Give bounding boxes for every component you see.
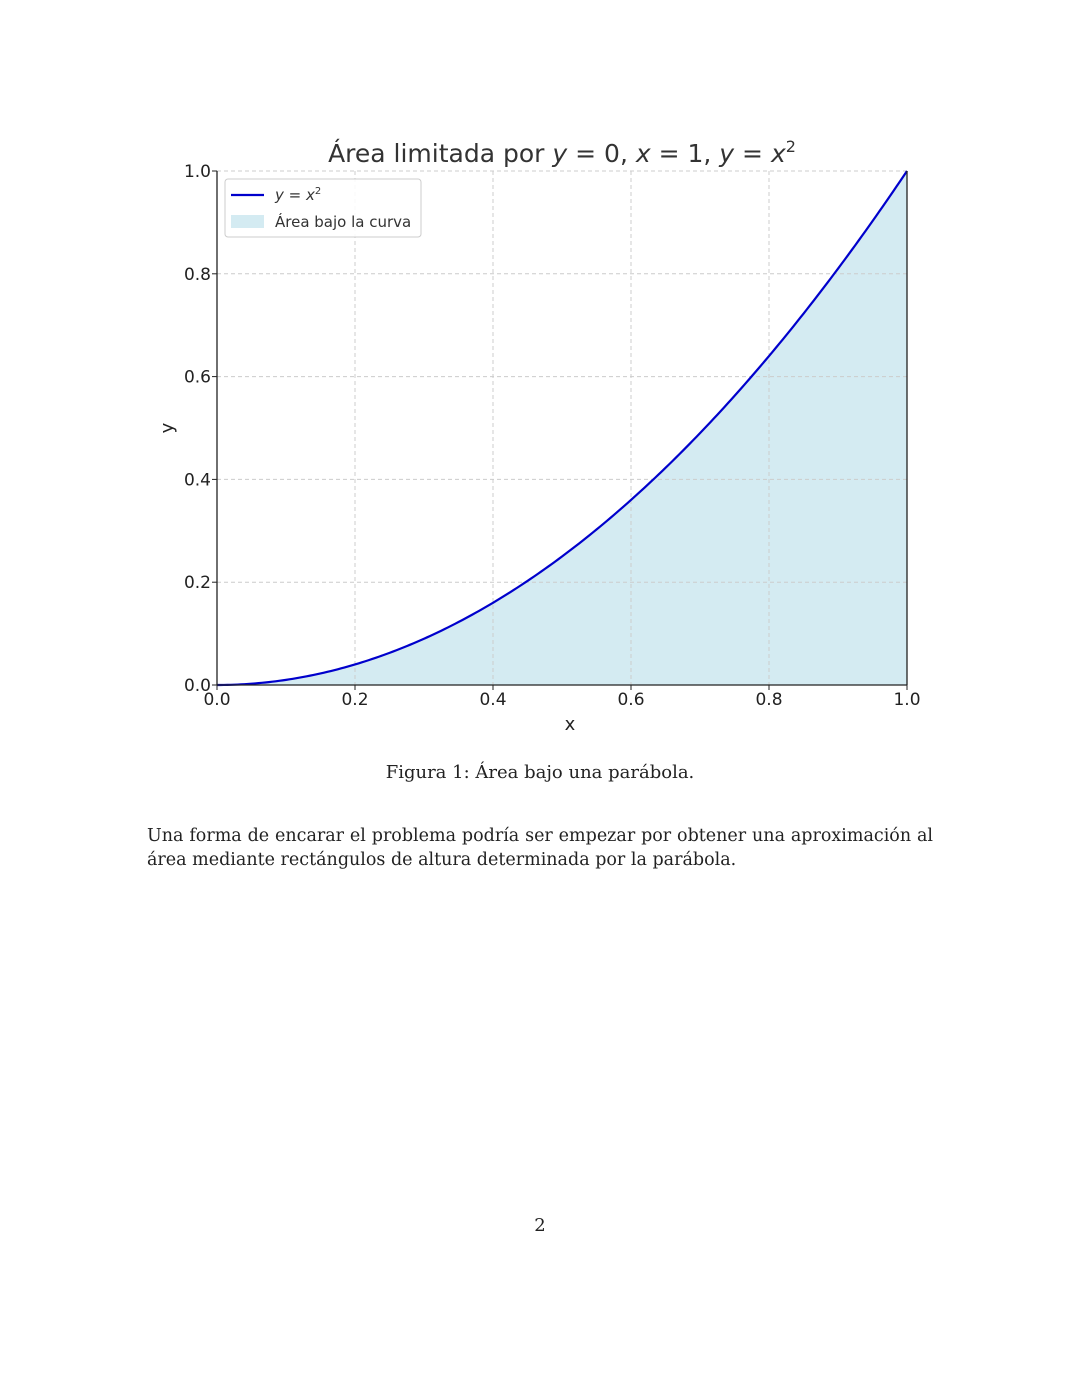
page-number: 2 [534,1215,546,1236]
body-paragraph: Una forma de encarar el problema podría ser empezar por obtener una aproximación al área mediante rectángulos de altura determinada por la parábola. [147,826,933,870]
x-tick-label: 0.2 [341,690,369,710]
x-tick-label: 0.8 [755,690,783,710]
legend-label-line: $y = x^2$ [275,186,322,204]
area-under-curve [217,171,907,685]
legend-fill-swatch [231,215,264,228]
x-tick-label: 0.0 [203,690,231,710]
x-tick-label: 0.4 [479,690,507,710]
legend [225,179,421,237]
y-tick-label: 0.6 [183,367,211,388]
x-tick-label: 1.0 [893,690,921,710]
x-axis-label: x [564,714,576,735]
y-tick-label: 0.0 [183,676,211,696]
legend-label-fill: Área bajo la curva [275,213,412,231]
y-tick-label: 0.2 [183,573,211,594]
figure-caption: Figura 1: Área bajo una parábola. [385,762,695,783]
chart-title: Área limitada por y = 0, x = 1, $y = x^2$ [328,137,796,168]
x-tick-label: 0.6 [617,690,645,710]
y-tick-label: 0.4 [183,470,211,491]
y-tick-label: 1.0 [183,162,211,182]
y-axis-label: y [157,422,178,434]
y-tick-label: 0.8 [183,264,211,285]
